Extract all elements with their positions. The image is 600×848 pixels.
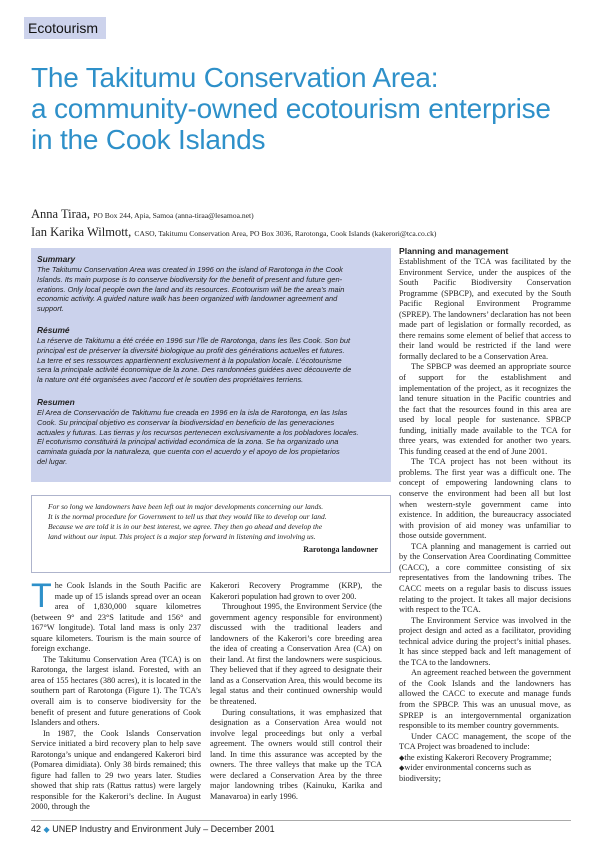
summary-line: erations. Only local people own the land and its resources. Ecotourism will be the area’s main — [37, 284, 345, 294]
quote-line: For so long we landowners have been left out in major developments concerning our lands. — [48, 502, 324, 511]
title-line: in the Cook Islands — [31, 124, 266, 155]
resumen-text — [37, 408, 387, 467]
paragraph: The TCA project has not been without its problems. The first year was a difficult one. The concept of empowering landowning clans to conserve the environment had been all but lost when western-style government came into existence. In addition, the bureaucracy associated with provision of aid money was unfamiliar to those outside government. — [399, 457, 571, 541]
paragraph: An agreement reached between the government of the Cook Islands and the landowners has allowed the CACC to execute and manage funds from the SPBCP. This was an unusual move, as SPREP is an intergovernmental organization responsible to its member country governments. — [399, 668, 571, 731]
title-line: The Takitumu Conservation Area: — [31, 62, 439, 93]
resume-line: La réserve de Takitumu a été créée en 1996 sur l’île de Rarotonga, dans les îles Cook. Son but — [37, 336, 351, 345]
footer-text: UNEP Industry and Environment July – December 2001 — [52, 824, 275, 834]
page-number: 42 — [31, 824, 42, 834]
resumen-line: Cook. Su principal objetivo es conservar la biodiversidad en beneficio de las generaciones — [37, 417, 335, 427]
resume-line: sera la principale activité économique de la zone. Des randonnées guidées avec découverte de — [37, 365, 352, 375]
resume-line: principal est de préserver la diversité biologique au profit des générations actuelles et futures. — [37, 345, 345, 355]
summary-heading: Summary — [37, 254, 76, 264]
resumen-line: El ecoturismo constituirá la principal actividad económica de la zona. Se ha organizado una — [37, 437, 339, 447]
list-item: ◆ wider environmental concerns such as biodiversity; — [399, 763, 571, 784]
resumen-line: del lugar. — [37, 456, 68, 466]
author-entry — [31, 206, 591, 224]
author-entry — [31, 224, 591, 242]
resumen-line: El Area de Conservación de Takitumu fue creada en 1996 en la isla de Rarotonga, en las Islas — [37, 408, 348, 417]
resume-heading: Résumé — [37, 325, 70, 335]
summary-section — [37, 254, 387, 314]
summary-line: The Takitumu Conservation Area was created in 1996 on the island of Rarotonga in the Cook — [37, 265, 343, 274]
resume-section — [37, 325, 387, 385]
author-affiliation: CASO, Takitumu Conservation Area, PO Box 3036, Rarotonga, Cook Islands (kakerori@tca.co.ck) — [134, 229, 437, 238]
body-column-1 — [31, 577, 201, 813]
paragraph-text: he Cook Islands in the South Pacific are made up of 15 islands spread over an ocean area of 1,830,000 square kilometres (between 9° and 23°S latitude and 156° and 167°W longitude). Total land mass is only 237 square kilometers. Tourism is the main source of foreign exchange. — [31, 581, 201, 654]
section-tag: Ecotourism — [24, 17, 106, 39]
resumen-line: actuales y futuras. Las tierras y los recursos pertenecen exclusivamente a los pobladores locales. — [37, 427, 359, 437]
page-footer — [31, 820, 571, 836]
quote-line: It is the normal procedure for Government to tell us that they would like to develop our land. — [48, 512, 327, 521]
resumen-heading: Resumen — [37, 397, 75, 407]
quote-line: land without our input. This project is a major step forward in listening and involving us. — [48, 532, 316, 541]
resume-text — [37, 336, 387, 385]
paragraph: TCA planning and management is carried out by the Conservation Area Coordinating Committee (CACC), a core committee consisting of six representatives from the landowning tribes. The CACC meets on a regular basis to discuss issues relating to the project. It takes all major decisions with respect to the TCA. — [399, 541, 571, 615]
summary-line: support. — [37, 304, 64, 314]
paragraph: During consultations, it was emphasized that designation as a Conservation Area would not involve legal proceedings but only a verbal agreement. The owners would still control their land. In time this assurance was accepted by the owners. The three valleys that make up the TCA were declared a Conservation Area by the three major landowning tribes (Kainuku, Karika and Manavaroa) in early 1996. — [210, 707, 382, 801]
paragraph: The Environment Service was involved in the project design and acted as a facilitator, providing technical advice during the project’s initial phases. It has since stepped back and left management of the TCA to the landowners. — [399, 615, 571, 667]
body-column-3 — [399, 246, 571, 784]
paragraph: Establishment of the TCA was facilitated by the Environment Service, under the auspices of the South Pacific Biodiversity Conservation Programme (SPBCP), and executed by the South Pacific Regional Environment Programme (SPREP). The landowners’ declaration has not been made part of legislation or formally recorded, as there remains some element of belief that access to their land would be restricted if the land were formally declared to be a Conservation Area. — [399, 257, 571, 361]
quote-line: Because we are told it is in our best interest, we agree. They then go ahead and develop the — [48, 522, 323, 531]
summary-line: economic activity. A guided nature walk has been organized with landowner agreement and — [37, 294, 338, 304]
pull-quote — [31, 495, 391, 573]
paragraph: The SPBCP was deemed an appropriate source of support for the establishment and implementation of the project, as it recognizes the land tenure situation in the Pacific countries and the fact that the resources found in this area are used by local people for sustenance. SPBCP funding, initially made available to the TCA for three years, was extended for another two years. This funding ceased at the end of June 2001. — [399, 362, 571, 456]
paragraph: In 1987, the Cook Islands Conservation Service initiated a bird recovery plan to help save Rarotonga’s unique and endangered Kakerori bird (Pomarea dimidiata). Only 38 birds remained; this figure had fallen to 29 two years later. Studies showed that ship rats (Rattus rattus) were largely responsible for the Kakerori’s decline. In August 2000, through the — [31, 728, 201, 812]
resume-line: la nature ont été organisées avec l’accord et le soutien des propriétaires terriens. — [37, 375, 304, 385]
article-title — [31, 62, 571, 155]
quote-source: Rarotonga landowner — [303, 545, 378, 554]
author-affiliation: PO Box 244, Apia, Samoa (anna-tiraa@lesamoa.net) — [93, 211, 254, 220]
abstract-box — [31, 248, 391, 482]
summary-line: Islands. Its main purpose is to conserve biodiversity for the benefit of present and future gen- — [37, 274, 343, 284]
drop-cap: T — [31, 577, 52, 615]
paragraph: Kakerori Recovery Programme (KRP), the Kakerori population had grown to over 200. — [210, 581, 382, 601]
paragraph: The Takitumu Conservation Area (TCA) is on Rarotonga, the largest island. Forested, with an area of 155 hectares (380 acres), it is located in the southern part of Rarotonga (Figure 1). The TCA’s overall aim is to conserve biodiversity for the benefit of present and future generations of Cook Islanders and others. — [31, 654, 201, 728]
author-list — [31, 206, 591, 242]
title-line: a community-owned ecotourism enterprise — [31, 93, 551, 124]
paragraph: Throughout 1995, the Environment Service (the government agency responsible for environment) discussed with the traditional leaders and landowners of the Kakerori’s core breeding area the idea of creating a Conservation Area (CA) on their land. At first the landowners were suspicious. They believed that if they agreed to designate their land as a Conservation Area, this would become its legal status and their continued ownership would be threatened. — [210, 602, 382, 707]
author-name: Ian Karika Wilmott, — [31, 225, 132, 239]
author-name: Anna Tiraa, — [31, 207, 91, 221]
resumen-section — [37, 397, 387, 467]
resume-line: La terre et ses ressources appartiennent exclusivement à la population locale. L’écotourisme — [37, 355, 342, 365]
diamond-icon: ◆ — [43, 825, 50, 834]
list-item: ◆ the existing Kakerori Recovery Programme; — [399, 753, 571, 764]
quote-text — [48, 502, 378, 542]
summary-text — [37, 265, 387, 314]
scope-list — [399, 753, 571, 785]
section-heading: Planning and management — [399, 246, 509, 256]
paragraph — [31, 577, 201, 655]
paragraph: Under CACC management, the scope of the TCA Project was broadened to include: — [399, 731, 571, 752]
body-column-2 — [210, 581, 382, 802]
resumen-line: caminata guiada por la naturaleza, que cuenta con el acuerdo y el apoyo de los propietarios — [37, 447, 340, 457]
